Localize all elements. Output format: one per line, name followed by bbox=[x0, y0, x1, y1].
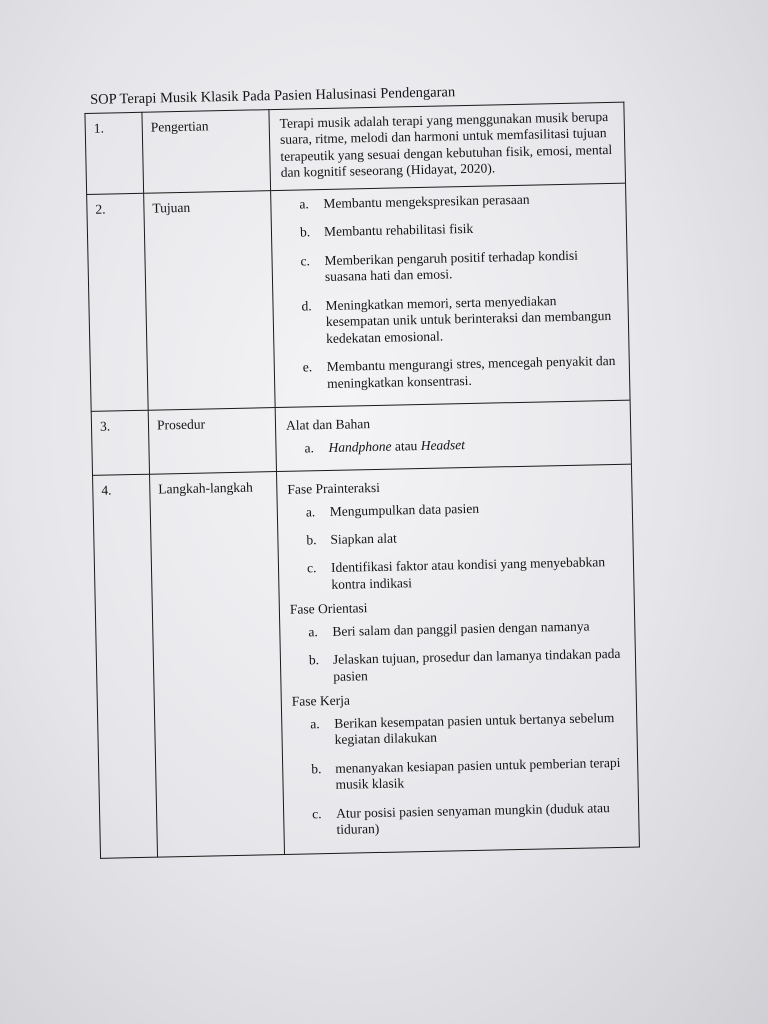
row-number: 3. bbox=[91, 410, 149, 475]
list-item bbox=[312, 799, 629, 839]
phase-steps bbox=[288, 497, 624, 594]
list-text: Membantu mengurangi stres, mencegah penyakit dan meningkatkan konsentrasi. bbox=[326, 353, 616, 391]
row-content bbox=[271, 183, 630, 408]
list-letter: c. bbox=[306, 560, 317, 576]
list-item bbox=[308, 618, 624, 641]
phase-prainteraksi bbox=[287, 475, 623, 594]
list-item bbox=[311, 754, 628, 794]
list-item bbox=[303, 353, 620, 393]
definition-text: Terapi musik adalah terapi yang menggunakan musik berupa suara, ritme, melodi dan harmoni untuk memfasilitasi tujuan terapeutik yang sesuai dengan kebutuhan fisik, emosi, mental dan kognitif seseorang (Hidayat, 2020). bbox=[279, 109, 613, 181]
list-text: Identifikasi faktor atau kondisi yang menyebabkan kontra indikasi bbox=[330, 554, 606, 592]
row-number: 1. bbox=[85, 112, 144, 194]
row-number: 2. bbox=[87, 193, 149, 411]
list-text: Meningkatkan memori, serta menyediakan kesempatan unik untuk berinteraksi dan membangun kedekatan emosional. bbox=[325, 292, 612, 346]
list-letter: c. bbox=[300, 253, 311, 269]
list-text: Siapkan alat bbox=[330, 530, 397, 547]
list-letter: a. bbox=[308, 624, 318, 640]
list-letter: a. bbox=[310, 715, 320, 732]
list-text: Membantu mengekspresikan perasaan bbox=[323, 191, 530, 211]
document-sheet bbox=[84, 80, 660, 858]
phase-orientasi bbox=[290, 595, 626, 686]
list-text: menanyakan kesiapan pasien untuk pemberian terapi musik klasik bbox=[335, 754, 621, 793]
list-item bbox=[300, 247, 617, 287]
row-label: Prosedur bbox=[148, 408, 276, 475]
list-letter: a. bbox=[305, 503, 316, 519]
phase-title: Fase Kerja bbox=[291, 692, 351, 710]
row-label: Langkah-langkah bbox=[150, 472, 285, 857]
phase-title: Fase Prainteraksi bbox=[287, 479, 381, 497]
list-item bbox=[306, 497, 622, 520]
list-letter: b. bbox=[308, 652, 320, 668]
list-item bbox=[300, 218, 616, 241]
table-row bbox=[91, 400, 631, 475]
table-row bbox=[85, 102, 626, 194]
list-item bbox=[310, 710, 627, 750]
row-content bbox=[269, 102, 626, 190]
objectives-list bbox=[281, 190, 619, 393]
row-label: Pengertian bbox=[142, 110, 271, 194]
tool-handphone: Handphone bbox=[328, 438, 392, 455]
list-text: Jelaskan tujuan, prosedur dan lamanya tindakan pada pasien bbox=[332, 646, 621, 684]
row-label: Tujuan bbox=[144, 190, 276, 410]
list-item bbox=[299, 190, 615, 213]
list-letter: b. bbox=[306, 532, 317, 548]
list-item bbox=[307, 554, 624, 594]
tool-headset: Headset bbox=[420, 436, 466, 453]
sop-table bbox=[84, 102, 639, 859]
phase-kerja bbox=[292, 687, 629, 839]
list-item bbox=[306, 526, 622, 549]
tool-joiner: atau bbox=[391, 437, 421, 454]
list-text: Memberikan pengaruh positif terhadap kondisi suasana hati dan emosi. bbox=[324, 247, 579, 285]
tools-list bbox=[286, 433, 620, 456]
row-number: 4. bbox=[93, 474, 158, 858]
phase-steps bbox=[290, 618, 625, 686]
phase-steps bbox=[292, 710, 628, 840]
list-text bbox=[328, 437, 465, 456]
list-letter: c. bbox=[312, 805, 322, 821]
list-item bbox=[309, 646, 626, 686]
section-heading: Alat dan Bahan bbox=[285, 416, 371, 433]
list-item bbox=[304, 433, 620, 456]
list-letter: a. bbox=[304, 439, 315, 456]
row-content bbox=[276, 464, 639, 854]
list-letter: b. bbox=[299, 224, 311, 240]
phase-title: Fase Orientasi bbox=[289, 600, 368, 618]
list-text: Atur posisi pasien senyaman mungkin (duduk atau tiduran) bbox=[335, 799, 610, 837]
table-row bbox=[87, 183, 630, 411]
row-content bbox=[275, 400, 631, 471]
list-text: Berikan kesempatan pasien untuk bertanya sebelum kegiatan dilakukan bbox=[334, 709, 615, 748]
list-letter: d. bbox=[301, 298, 312, 314]
list-letter: b. bbox=[311, 760, 322, 777]
list-letter: e. bbox=[302, 359, 313, 375]
list-item bbox=[301, 292, 618, 348]
list-letter: a. bbox=[299, 196, 309, 212]
list-text: Membantu rehabilitasi fisik bbox=[323, 221, 474, 240]
table-row bbox=[93, 464, 640, 858]
document-title: SOP Terapi Musik Klasik Pada Pasien Halusinasi Pendengaran bbox=[89, 84, 456, 108]
list-text: Mengumpulkan data pasien bbox=[329, 500, 480, 519]
list-text: Beri salam dan panggil pasien dengan namanya bbox=[332, 618, 590, 639]
